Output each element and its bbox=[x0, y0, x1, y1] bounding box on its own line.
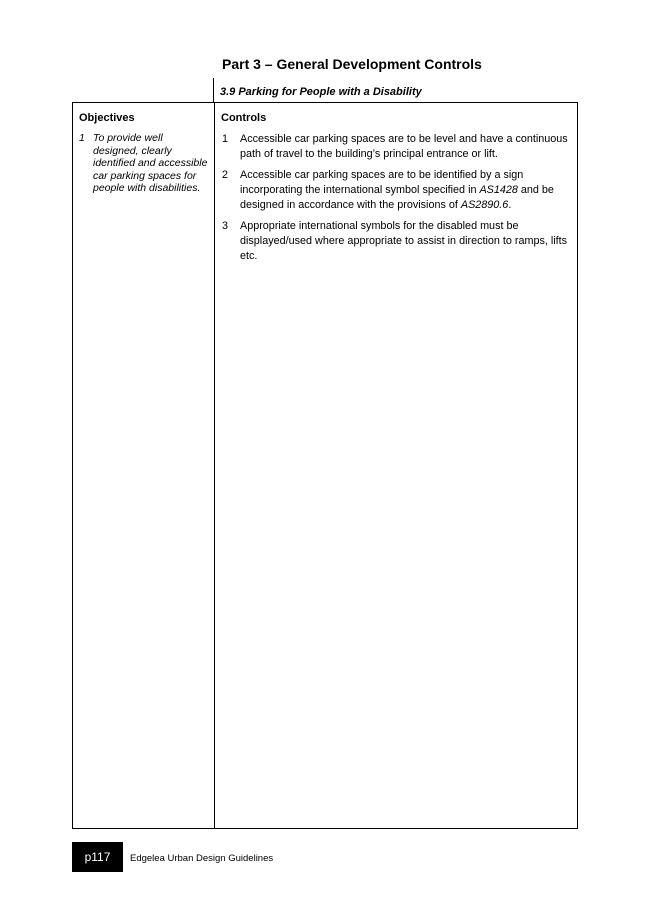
page-number-tab bbox=[72, 842, 123, 872]
column-divider-top bbox=[213, 78, 214, 103]
control-text: Appropriate international symbols for the disabled must be displayed/used where appropriate to assist in direction to ramps, lifts etc. bbox=[240, 220, 568, 262]
control-text: Accessible car parking spaces are to be level and have a continuous path of travel to the building’s principal entrance or lift. bbox=[240, 133, 568, 160]
page-number: p117 bbox=[84, 850, 111, 864]
control-item bbox=[222, 219, 574, 264]
control-number: 2 bbox=[222, 169, 229, 181]
control-text bbox=[240, 168, 574, 213]
objectives-controls-table bbox=[72, 102, 578, 829]
control-text-part: . bbox=[508, 199, 512, 211]
objectives-heading: Objectives bbox=[79, 112, 135, 124]
document-title: Edgelea Urban Design Guidelines bbox=[130, 853, 274, 864]
section-title: 3.9 Parking for People with a Disability bbox=[220, 86, 422, 98]
objective-text: To provide well designed, clearly identified and accessible car parking spaces for people with disabilities. bbox=[93, 132, 208, 194]
control-number: 3 bbox=[222, 220, 229, 232]
objective-number: 1 bbox=[79, 132, 85, 144]
control-text-part: Accessible car parking spaces are to be identified by a sign incorporating the international symbol specified in bbox=[240, 169, 524, 196]
column-divider bbox=[214, 103, 215, 828]
standard-reference: AS2890.6 bbox=[460, 199, 509, 211]
control-item bbox=[222, 168, 574, 213]
control-number: 1 bbox=[222, 133, 229, 145]
control-text-part: and be designed in accordance with the provisions of bbox=[240, 184, 554, 211]
control-item bbox=[222, 132, 574, 162]
part-title: Part 3 – General Development Controls bbox=[222, 56, 482, 72]
controls-heading: Controls bbox=[221, 112, 267, 124]
objective-item bbox=[79, 132, 209, 195]
controls-list bbox=[222, 132, 574, 270]
standard-reference: AS1428 bbox=[479, 184, 518, 196]
